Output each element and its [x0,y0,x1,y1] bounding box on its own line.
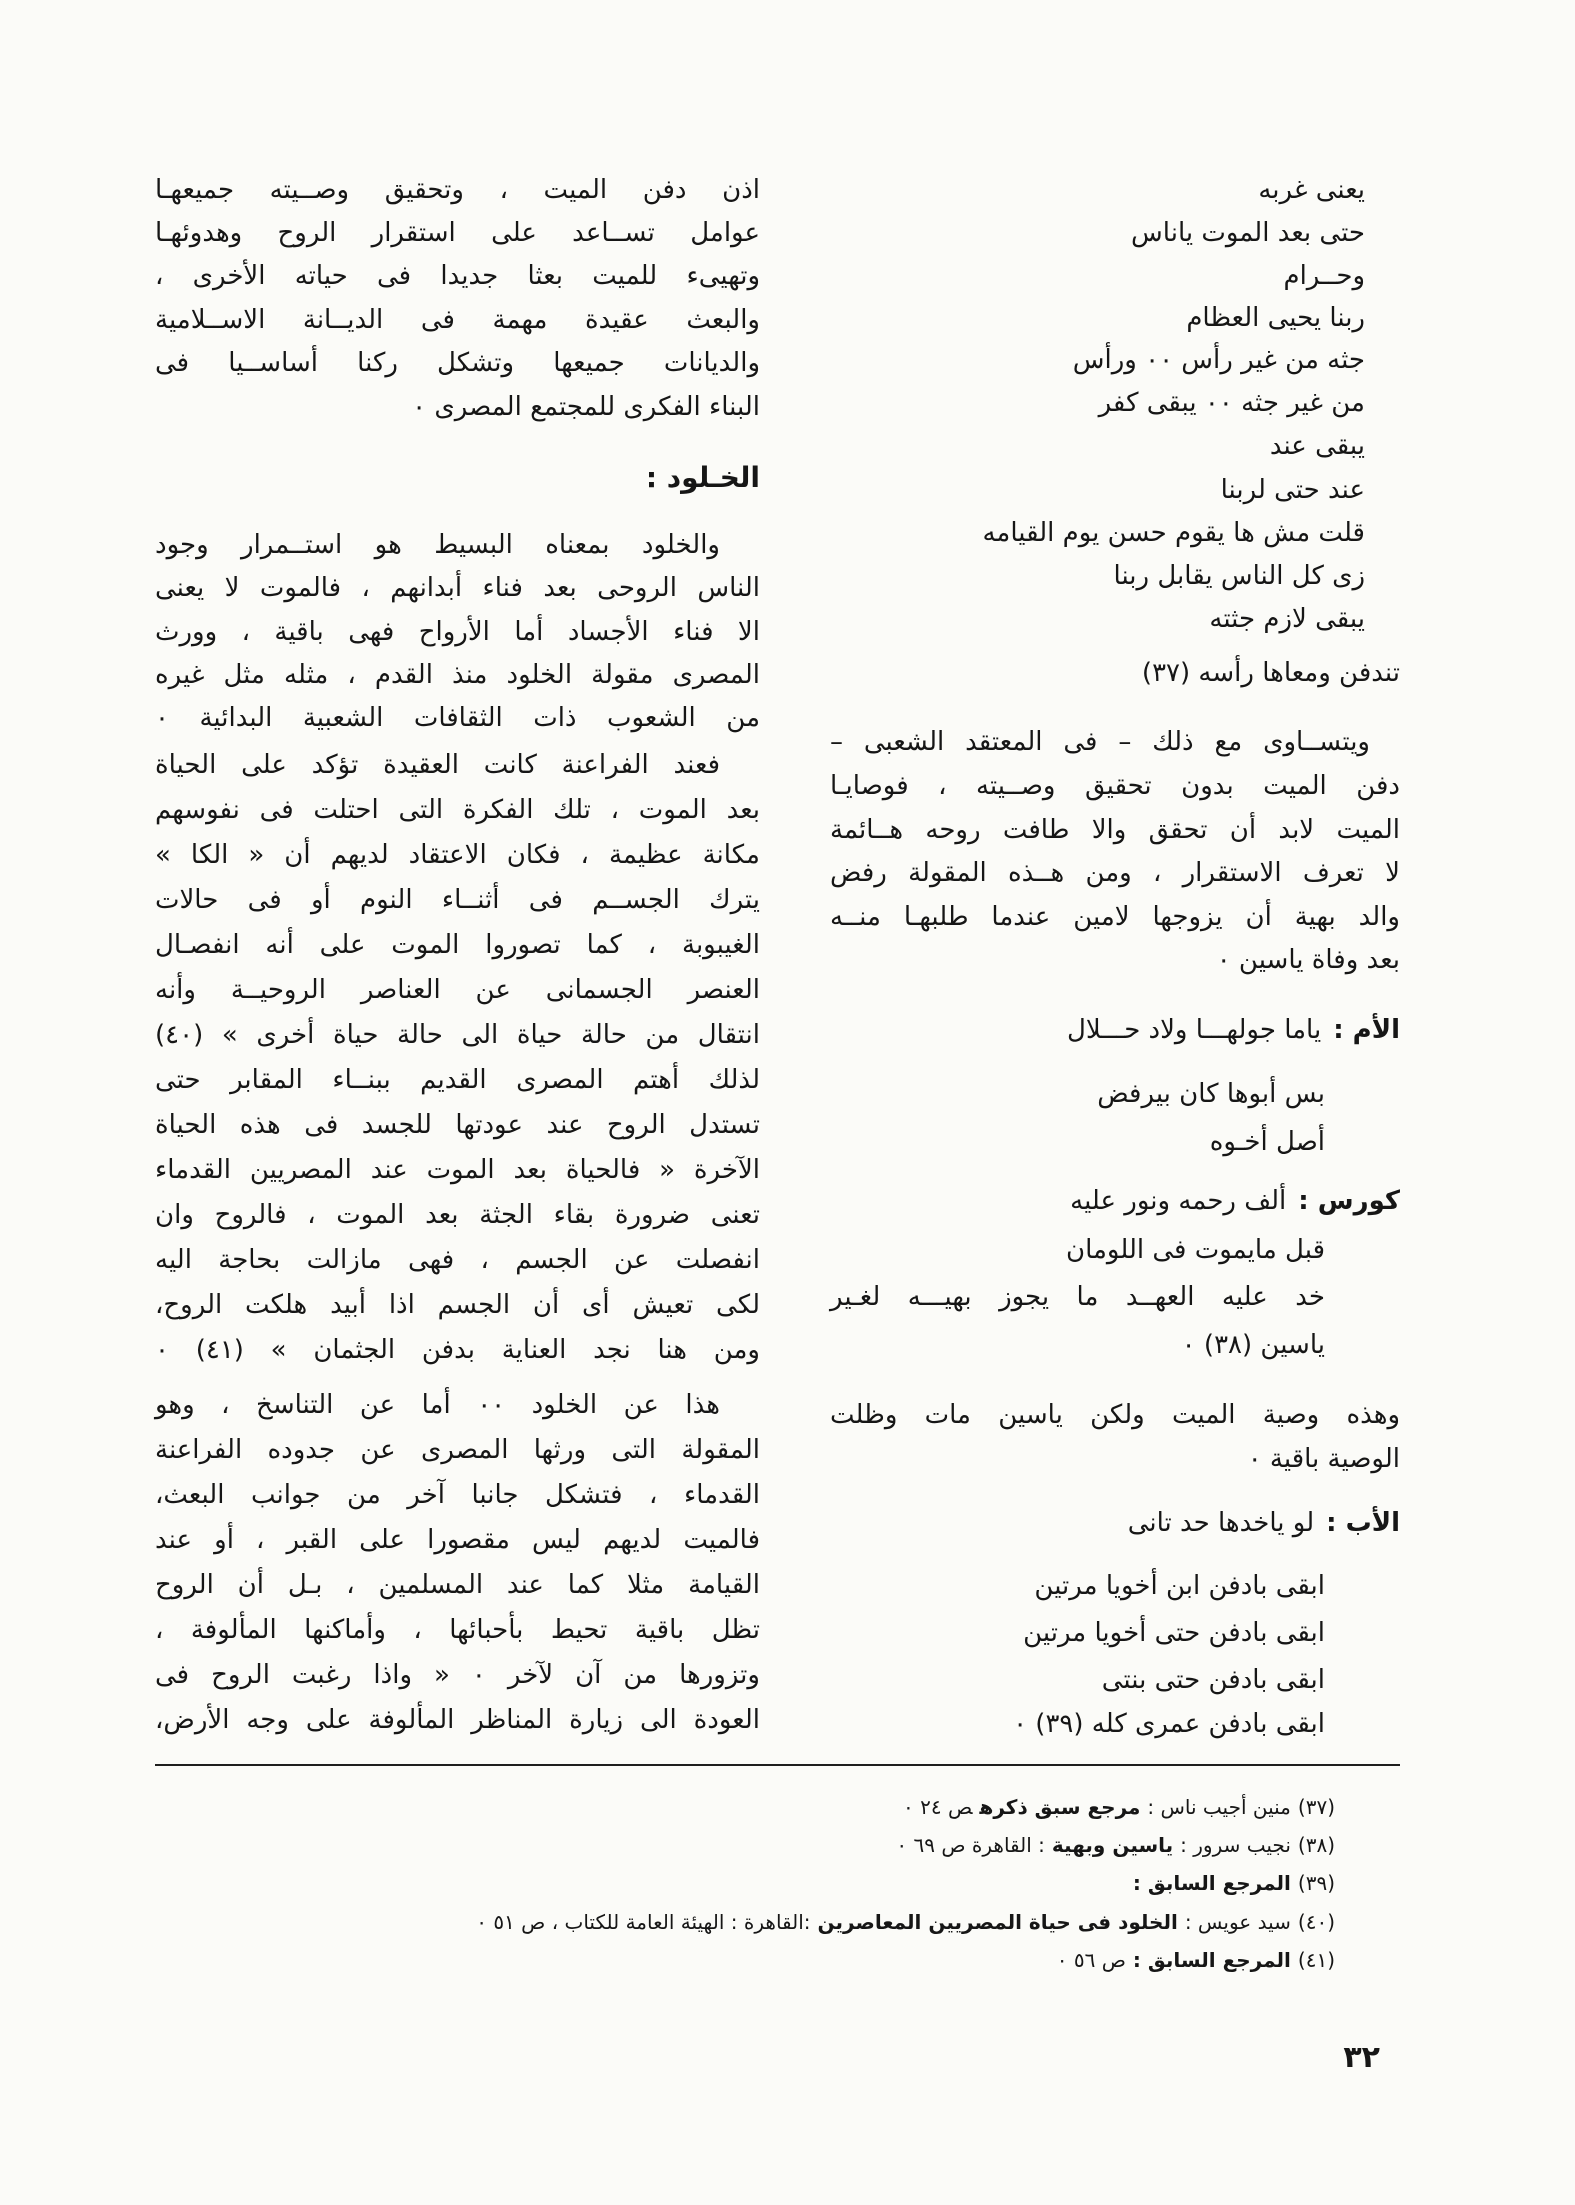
poem-line-text: من غير جثه ٠٠ يبقى كفر [1098,388,1365,418]
text-line [155,745,720,785]
text-line-content: البناء الفكرى للمجتمع المصرى ٠ [412,392,760,422]
text-line-content: بعد الموت ، تلك الفكرة التى احتلت فى نفوسهم [155,795,760,825]
poem-line-text: يعنى غربه [1258,175,1365,205]
poem-line [830,470,1365,510]
text-line-content: الوصية باقية ٠ [1247,1444,1400,1474]
verse-text: ابقى بادفن ابن أخويا مرتين [1034,1571,1325,1601]
dialogue-text: لو ياخدها حد تانى [1127,1508,1315,1538]
footnote-details: : القاهرة ص ٦٩ ٠ [896,1833,1045,1857]
text-line [155,1195,760,1235]
text-line [155,1430,760,1470]
verse-line [830,1325,1325,1365]
footnote [275,1868,1335,1898]
text-line-content: والد بهية أن يزوجها لامين عندما طلبهـا منــه [830,902,1400,932]
text-line-content: ومن هنا نجد العناية بدفن الجثمان » (٤١) ٠ [155,1335,760,1365]
speaker-label: الأب : [1326,1508,1400,1538]
verse-line [830,1660,1325,1700]
text-line [155,1060,760,1100]
text-line [830,810,1400,850]
text-line [155,525,720,565]
verse-text: قبل مايموت فى اللومان [1065,1235,1325,1265]
verse-line [830,1566,1325,1606]
text-line [830,722,1370,762]
text-line [830,1395,1400,1435]
text-line-content: عوامل تســاعد على استقرار الروح وهدوئهـا [155,218,760,248]
text-line [155,655,760,695]
text-line-content: وتهيىء للميت بعثا جديدا فى حياته الأخرى ، [155,261,760,291]
text-line-content: العنصر الجسمانى عن العناصر الروحيــة وأنه [155,975,760,1005]
footnote-author: سيد عويس : [1184,1910,1291,1934]
footnote-number: (٣٨) [1297,1833,1335,1857]
footnote [275,1830,1335,1860]
text-line-content: القيامة مثلا كما عند المسلمين ، بـل أن الروح [155,1570,760,1600]
poem-line [830,340,1365,380]
text-line-content: الميت لابد أن تحقق والا طافت روحه هــائمة [830,815,1400,845]
verse-text: أصل أخـوه [1209,1127,1325,1157]
footnote-title: المرجع السابق : [1132,1871,1291,1895]
text-line [155,925,760,965]
text-line-content: الناس الروحى بعد فناء أبدانهم ، فالموت لا يعنى [155,573,760,603]
text-line [155,300,760,340]
text-line-content: الغيبوبة ، كما تصوروا الموت على أنه انفصـال [155,930,760,960]
text-line-content: انتقال من حالة حياة الى حالة حياة أخرى » (٤٠) [155,1020,760,1050]
text-line [155,256,760,296]
page-number: ٣٢ [1343,2040,1380,2075]
text-line-content: تظل باقية تحيط بأحبائها ، وأماكنها المألوفة ، [155,1615,760,1645]
text-line-content: الا فناء الأجساد أما الأرواح فهى باقية ، وورث [155,617,760,647]
poem-line-text: جثه من غير رأس ٠٠ ورأس [1072,345,1365,375]
poem-line [830,599,1365,639]
poem-line [830,213,1365,253]
text-line-content: لا تعرف الاستقرار ، ومن هــذه المقولة رفض [830,858,1400,888]
poem-line-text: ربنا يحيى العظام [1186,303,1365,333]
verse-text: بس أبوها كان بيرفض [1097,1079,1325,1109]
text-line [155,970,760,1010]
text-line-content: مكانة عظيمة ، فكان الاعتقاد لديهم أن « الكا » [155,840,760,870]
verse-line [830,1230,1325,1270]
text-line [155,1610,760,1650]
text-line-content: المصرى مقولة الخلود منذ القدم ، مثله مثل غيره [155,660,760,690]
verse-text: ابقى بادفن حتى أخويا مرتين [1023,1618,1325,1648]
footnote [275,1792,1335,1822]
text-line-content: اذن دفن الميت ، وتحقيق وصــيته جميعهـا [155,175,760,205]
poem-end-line [830,653,1400,693]
text-line [155,835,760,875]
footnote-author: منين أجيب ناس : [1147,1795,1291,1819]
footnote [275,1907,1335,1937]
text-line [155,1240,760,1280]
footnote-title: ياسين وبهية [1051,1833,1174,1857]
verse-text: ابقى بادفن حتى بنتى [1101,1665,1325,1695]
text-line [830,766,1400,806]
verse-line [830,1613,1325,1653]
text-line [155,1285,760,1325]
footnote-divider [155,1764,1400,1766]
text-line [155,1105,760,1145]
speaker-label: كورس : [1298,1186,1400,1216]
footnote-number: (٣٧) [1297,1795,1335,1819]
text-line [155,1330,760,1370]
dialogue-line-chorus [830,1181,1400,1221]
dialogue-text: ألف رحمه ونور عليه [1070,1186,1287,1216]
text-line [155,1700,760,1740]
poem-end-text: تندفن ومعاها رأسه (٣٧) [1141,658,1400,688]
text-line-content: ويتســاوى مع ذلك – فى المعتقد الشعبى – [830,727,1370,757]
text-line-content: الآخرة « فالحياة بعد الموت عند المصريين القدماء [155,1155,760,1185]
text-line [155,880,760,920]
verse-line [830,1122,1325,1162]
text-line-content: وهذه وصية الميت ولكن ياسين مات وظلت [830,1400,1400,1430]
text-line [155,790,760,830]
text-line [155,1655,760,1695]
text-line-content: والديانات جميعها وتشكل ركنا أساســيا فى [155,348,760,378]
text-line [830,897,1400,937]
verse-line [830,1704,1325,1744]
section-heading [155,458,760,498]
text-line-content: من الشعوب ذات الثقافات الشعبية البدائية ٠ [155,703,760,733]
text-line-content: فعند الفراعنة كانت العقيدة تؤكد على الحياة [155,750,720,780]
verse-text: خد عليه العهــد ما يجوز بهيـــه لغـير [830,1282,1325,1312]
footnote-author: نجيب سرور : [1180,1833,1291,1857]
text-line-content: فالميت لديهم ليس مقصورا على القبر ، أو عند [155,1525,760,1555]
poem-line-text: زى كل الناس يقابل ربنا [1113,561,1365,591]
text-line [155,1385,720,1425]
poem-line-text: يبقى عند [1269,431,1365,461]
footnote-title: المرجع السابق : [1132,1948,1291,1972]
poem-line [830,383,1365,423]
text-line-content: والبعث عقيدة مهمة فى الديــانة الاســلامية [155,305,760,335]
text-line-content: لكى تعيش أى أن الجسم اذا أبيد هلكت الروح، [155,1290,760,1320]
poem-line [830,513,1365,553]
text-line [155,612,760,652]
text-line [830,853,1400,893]
footnote-number: (٤٠) [1297,1910,1335,1934]
text-line-content: دفن الميت بدون تحقيق وصــيته ، فوصايـا [830,771,1400,801]
poem-line [830,170,1365,210]
text-line-content: تستدل الروح عند عودتها للجسد فى هذه الحياة [155,1110,760,1140]
verse-text: ابقى بادفن عمرى كله (٣٩) ٠ [1013,1709,1325,1739]
text-line-content: القدماء ، فتشكل جانبا آخر من جوانب البعث، [155,1480,760,1510]
dialogue-line-mother [830,1010,1400,1050]
verse-text: ياسين (٣٨) ٠ [1181,1330,1325,1360]
footnote-details: ص ٥٦ ٠ [1056,1948,1126,1972]
section-heading-text: الخـلود : [645,461,760,494]
poem-line-text: عند حتى لربنا [1220,475,1365,505]
verse-line [830,1277,1325,1317]
text-line [155,1565,760,1605]
text-line [155,568,760,608]
poem-line-text: يبقى لازم جثته [1209,604,1365,634]
text-line-content: انفصلت عن الجسم ، فهى مازالت بحاجة اليه [155,1245,760,1275]
text-line-content: بعد وفاة ياسين ٠ [1216,945,1400,975]
poem-line [830,426,1365,466]
text-line-content: وتزورها من آن لآخر ٠ « واذا رغبت الروح فى [155,1660,760,1690]
poem-line-text: حتى بعد الموت ياناس [1131,218,1365,248]
text-line-content: يترك الجســم فى أثنــاء النوم أو فى حالات [155,885,760,915]
text-line-content: تعنى ضرورة بقاء الجثة بعد الموت ، فالروح وان [155,1200,760,1230]
footnote-details: ص ٢٤ ٠ [903,1795,973,1819]
text-line [155,170,760,210]
footnote-title: مرجع سبق ذكره [979,1795,1141,1819]
poem-line-text: قلت مش ها يقوم حسن يوم القيامه [982,518,1365,548]
footnote-title: الخلود فى حياة المصريين المعاصرين [817,1910,1178,1934]
text-line [155,343,760,383]
text-line-content: المقولة التى ورثها المصرى عن جدوده الفراعنة [155,1435,760,1465]
text-line-content: العودة الى زيارة المناظر المألوفة على وجه الأرض، [155,1705,760,1735]
dialogue-line-father [830,1503,1400,1543]
poem-line [830,298,1365,338]
text-line [155,1475,760,1515]
text-line [155,698,760,738]
text-line [155,1015,760,1055]
poem-line-text: وحــرام [1283,261,1365,291]
poem-line [830,256,1365,296]
text-line [155,213,760,253]
poem-line [830,556,1365,596]
text-line-content: والخلود بمعناه البسيط هو استــمرار وجود [155,530,720,560]
text-line [155,1520,760,1560]
footnote-number: (٣٩) [1297,1871,1335,1895]
footnote-number: (٤١) [1297,1948,1335,1972]
dialogue-text: ياما جولهـــا ولاد حـــلال [1066,1015,1322,1045]
text-line [830,1439,1400,1479]
speaker-label: الأم : [1333,1015,1400,1045]
footnote-details: :القاهرة : الهيئة العامة للكتاب ، ص ٥١ ٠ [476,1910,811,1934]
text-line [155,387,760,427]
footnote [275,1945,1335,1975]
text-line-content: لذلك أهتم المصرى القديم ببنــاء المقابر حتى [155,1065,760,1095]
text-line [155,1150,760,1190]
text-line [830,940,1400,980]
text-line-content: هذا عن الخلود ٠٠ أما عن التناسخ ، وهو [155,1390,720,1420]
verse-line [830,1074,1325,1114]
